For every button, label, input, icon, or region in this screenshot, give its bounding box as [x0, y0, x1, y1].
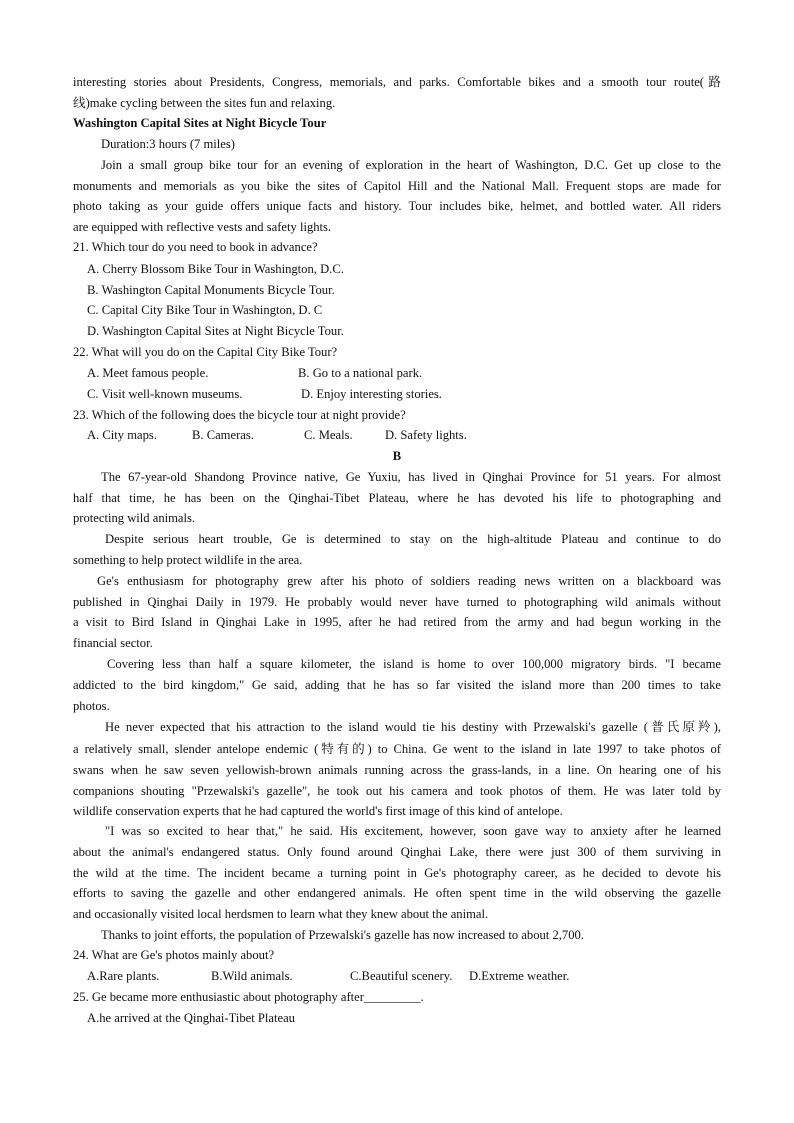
- question-25: 25. Ge became more enthusiastic about photography after_________.: [73, 990, 424, 1004]
- passage-line: 线)make cycling between the sites fun and relaxing.: [73, 96, 336, 110]
- passage-line: Covering less than half a square kilometer, the island is home to over 100,000 migratory birds. "I became: [107, 657, 721, 671]
- passage-line: published in Qinghai Daily in 1979. He probably would never have turned to photographing wild animals without: [73, 595, 721, 609]
- question-24-option-b: B.Wild animals.: [211, 969, 293, 983]
- question-23-option-a: A. City maps.: [87, 428, 157, 442]
- passage-line: companions shouting "Przewalski's gazelle", he took out his camera and took photos of them. He was later told by: [73, 784, 721, 798]
- passage-line: a relatively small, slender antelope endemic (特有的) to China. Ge went to the island in late 1997 to take photos of: [73, 742, 721, 756]
- question-21-option-c: C. Capital City Bike Tour in Washington, D. C: [87, 303, 323, 317]
- question-24-option-d: D.Extreme weather.: [469, 969, 570, 983]
- passage-line: efforts to saving the gazelle and other endangered animals. He often spent time in the wild observing the gazelle: [73, 886, 721, 900]
- tour-description-line: Join a small group bike tour for an evening of exploration in the heart of Washington, D.C. Get up close to the: [101, 158, 721, 172]
- tour-description-line: photo taking as your guide offers unique facts and history. Tour includes bike, helmet, and bottled water. All riders: [73, 199, 721, 213]
- question-21-option-a: A. Cherry Blossom Bike Tour in Washington, D.C.: [87, 262, 344, 276]
- passage-line: swans when he saw seven yellowish-brown animals running across the grass-lands, in a line. On hearing one of his: [73, 763, 721, 777]
- passage-line: protecting wild animals.: [73, 511, 196, 525]
- tour-title: Washington Capital Sites at Night Bicycle Tour: [73, 116, 327, 130]
- passage-line: Ge's enthusiasm for photography grew after his photo of soldiers reading news written on a blackboard was: [97, 574, 721, 588]
- passage-line: The 67-year-old Shandong Province native, Ge Yuxiu, has lived in Qinghai Province for 51 years. For almost: [101, 470, 721, 484]
- passage-line: addicted to the bird kingdom," Ge said, adding that he has so far visited the island more than 200 times to take: [73, 678, 721, 692]
- question-22-option-c: C. Visit well-known museums.: [87, 387, 243, 401]
- question-22-option-a: A. Meet famous people.: [87, 366, 209, 380]
- question-25-option-a: A.he arrived at the Qinghai-Tibet Plateau: [87, 1011, 295, 1025]
- question-23-option-b: B. Cameras.: [192, 428, 254, 442]
- passage-line: He never expected that his attraction to the island would tie his destiny with Przewalski's gazelle (普氏原羚),: [105, 720, 721, 734]
- passage-line: and occasionally visited local herdsmen to learn what they knew about the animal.: [73, 907, 489, 921]
- question-22-option-b: B. Go to a national park.: [298, 366, 423, 380]
- passage-line: half that time, he has been on the Qinghai-Tibet Plateau, where he has devoted his life to photographing and: [73, 491, 721, 505]
- section-b-heading: B: [392, 449, 402, 463]
- tour-description-line: are equipped with reflective vests and safety lights.: [73, 220, 332, 234]
- question-24: 24. What are Ge's photos mainly about?: [73, 948, 275, 962]
- question-24-option-c: C.Beautiful scenery.: [350, 969, 453, 983]
- passage-line: the wild at the time. The incident became a turning point in Ge's photography career, as he decided to devote his: [73, 866, 721, 880]
- passage-line: financial sector.: [73, 636, 153, 650]
- question-21-option-d: D. Washington Capital Sites at Night Bicycle Tour.: [87, 324, 344, 338]
- question-23-option-c: C. Meals.: [304, 428, 353, 442]
- question-23: 23. Which of the following does the bicycle tour at night provide?: [73, 408, 406, 422]
- passage-line: Despite serious heart trouble, Ge is determined to stay on the high-altitude Plateau and continue to do: [105, 532, 721, 546]
- passage-line: interesting stories about Presidents, Congress, memorials, and parks. Comfortable bikes and a smooth tour route(路: [73, 75, 721, 89]
- tour-duration: Duration:3 hours (7 miles): [101, 137, 235, 151]
- question-21: 21. Which tour do you need to book in advance?: [73, 240, 318, 254]
- passage-line: wildlife conservation experts that he had captured the world's first image of this kind of antelope.: [73, 804, 563, 818]
- passage-line: photos.: [73, 699, 110, 713]
- passage-line: about the animal's endangered status. Only found around Qinghai Lake, there were just 300 of them surviving in: [73, 845, 721, 859]
- question-23-option-d: D. Safety lights.: [385, 428, 467, 442]
- passage-line: a visit to Bird Island in Qinghai Lake in 1995, after he had retired from the army and had begun working in the: [73, 615, 721, 629]
- question-22: 22. What will you do on the Capital City Bike Tour?: [73, 345, 338, 359]
- passage-line: "I was so excited to hear that," he said. His excitement, however, soon gave way to anxiety after he learned: [105, 824, 721, 838]
- passage-line: Thanks to joint efforts, the population of Przewalski's gazelle has now increased to about 2,700.: [101, 928, 584, 942]
- question-22-option-d: D. Enjoy interesting stories.: [301, 387, 442, 401]
- question-24-option-a: A.Rare plants.: [87, 969, 160, 983]
- tour-description-line: monuments and memorials as you bike the sites of Capitol Hill and the National Mall. Frequent stops are made for: [73, 179, 721, 193]
- passage-line: something to help protect wildlife in the area.: [73, 553, 303, 567]
- question-21-option-b: B. Washington Capital Monuments Bicycle Tour.: [87, 283, 335, 297]
